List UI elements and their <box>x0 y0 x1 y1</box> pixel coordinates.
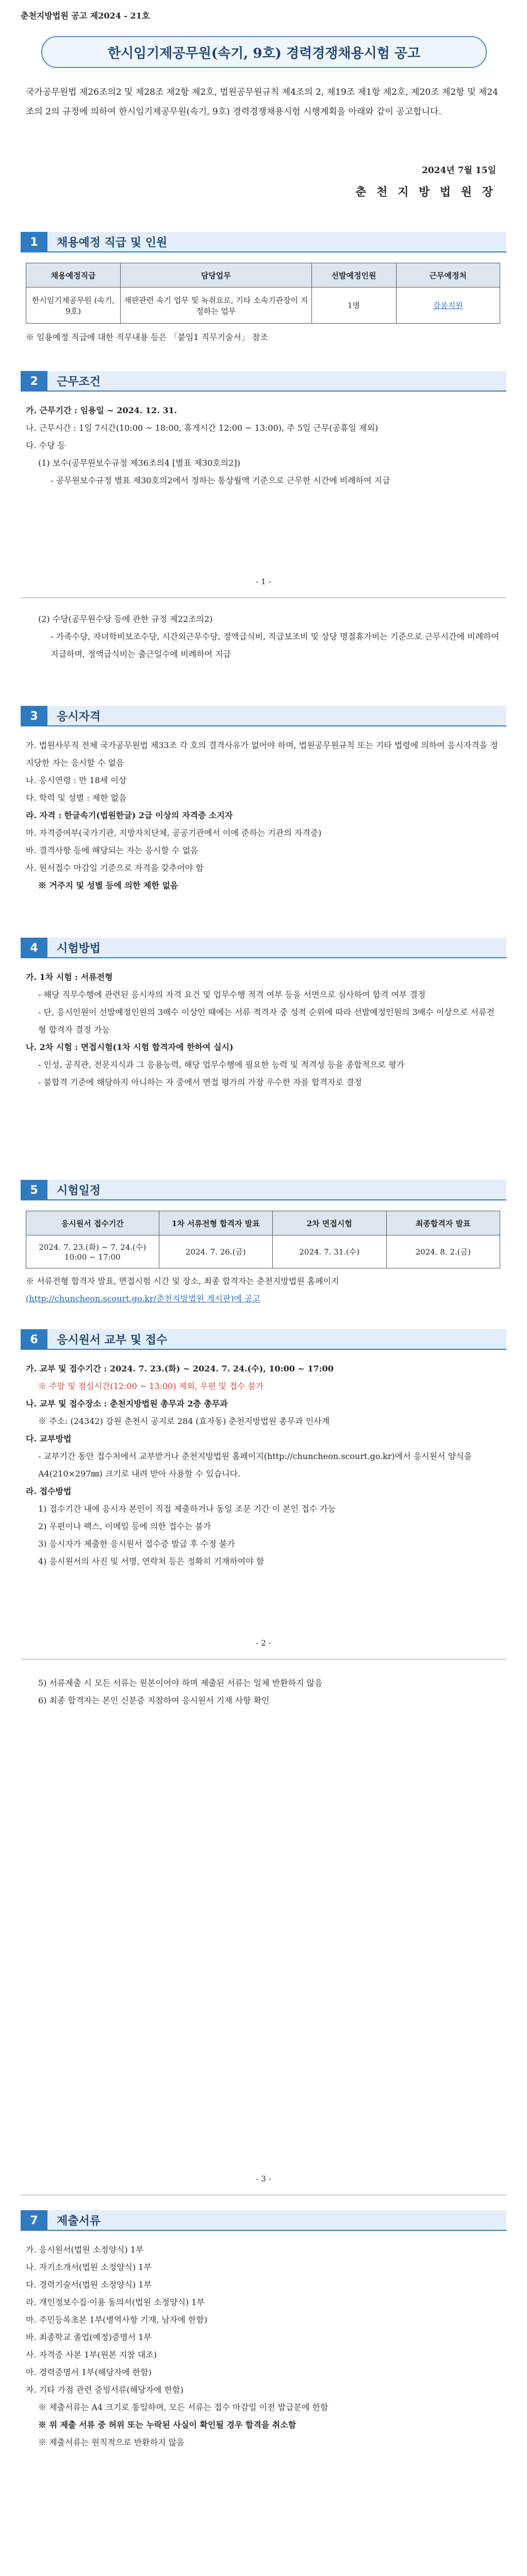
paragraph: 가. 법원사무직 전체 국가공무원법 제33조 각 호의 결격사유가 없어야 하며, 법원공무원규칙 또는 기타 법령에 의하여 응시자격을 정지당한 자는 응시할 수 없음 <box>26 740 498 768</box>
paragraph: 아. 경력증명서 1부(해당자에 한함) <box>26 2367 152 2377</box>
paragraph: - 해당 직무수행에 관련된 응시자의 자격 요건 및 업무수행 적격 여부 등을 서면으로 심사하여 합격 여부 결정 <box>38 990 426 999</box>
section-2-header <box>21 371 506 392</box>
paragraph: 2) 우편이나 팩스, 이메일 등에 의한 접수는 불가 <box>38 1521 211 1531</box>
paragraph: 가. 교부 및 접수기간 : 2024. 7. 23.(화) ~ 2024. 7. 24.(수), 10:00 ~ 17:00 <box>26 1364 334 1374</box>
table-cell: 2024. 8. 2.(금) <box>386 1235 500 1268</box>
paragraph: ※ 주소: (24342) 강원 춘천시 공지로 284 (효자동) 춘천지방법원 총무과 인사계 <box>38 1416 330 1426</box>
paragraph: 라. 개인정보수집·이용 동의서(법원 소정양식) 1부 <box>26 2297 205 2307</box>
paragraph: 라. 자격 : 한글속기(법원한글) 2급 이상의 자격증 소지자 <box>26 810 233 820</box>
page-number: - 2 - <box>256 1638 271 1648</box>
paragraph: 가. 응시원서(법원 소정양식) 1부 <box>26 2245 144 2255</box>
exam-method <box>26 969 500 1091</box>
section-title: 근무조건 <box>47 371 506 392</box>
paragraph: 나. 자기소개서(법원 소정양식) 1부 <box>26 2262 152 2272</box>
table-cell: 한시임기제공무원 (속기, 9호) <box>26 287 121 324</box>
table-cell: 2024. 7. 23.(화) ~ 7. 24.(수) 10:00 ~ 17:00 <box>26 1235 159 1268</box>
paragraph: ※ 위 제출 서류 중 허위 또는 누락된 사실이 확인될 경우 합격을 취소함 <box>38 2420 297 2430</box>
paragraph: - 불합격 기준에 해당하지 아니하는 자 중에서 면접 평가의 가장 우수한 자를 합격자로 결정 <box>38 1077 362 1087</box>
section-6-header <box>21 1329 506 1350</box>
paragraph: 4) 응시원서의 사진 및 서명, 연락처 등은 정확히 기재하여야 함 <box>38 1556 265 1566</box>
table-header: 채용예정직급 <box>26 263 121 287</box>
paragraph: 1) 접수기간 내에 응시자 본인이 직접 제출하거나 동일 조문 기간 이 본인 접수 가능 <box>38 1504 336 1514</box>
page-number: - 1 - <box>256 577 271 586</box>
table-header: 담당업무 <box>121 263 312 287</box>
paragraph: 라. 접수방법 <box>26 1486 72 1496</box>
section-title: 시험일정 <box>47 1180 506 1200</box>
paragraph: ※ 제출서류는 원칙적으로 반환하지 않음 <box>38 2437 185 2447</box>
section-number: 6 <box>21 1329 47 1350</box>
paragraph: 바. 최종학교 졸업(예정)증명서 1부 <box>26 2332 152 2342</box>
schedule-note <box>26 1273 500 1308</box>
table-header: 2차 면접시험 <box>273 1211 386 1235</box>
table-header: 응시원서 접수기간 <box>26 1211 159 1235</box>
section-title: 채용예정 직급 및 인원 <box>47 232 506 252</box>
table-header: 1차 서류전형 합격자 발표 <box>159 1211 272 1235</box>
table-cell: 2024. 7. 26.(금) <box>159 1235 272 1268</box>
table-cell: 2024. 7. 31.(수) <box>273 1235 386 1268</box>
notice-date: 2024년 7월 15일 <box>422 165 496 176</box>
work-conditions-allowance <box>26 611 500 663</box>
paragraph: - 가족수당, 자녀학비보조수당, 시간외근무수당, 정액급식비, 직급보조비 및 상당 명절휴가비는 기준으로 근무시간에 비례하여 지급하며, 정액급식비는 출근일수에 비례하여 지급 <box>51 632 499 659</box>
section-title: 제출서류 <box>47 2210 506 2231</box>
homepage-link[interactable]: (http://chuncheon.scourt.go.kr/춘천지방법원 게시판)에 공고 <box>26 1294 261 1303</box>
table-header: 최종합격자 발표 <box>386 1211 500 1235</box>
section-title: 응시원서 교부 및 접수 <box>47 1329 506 1350</box>
paragraph: 사. 원서접수 마감일 기준으로 자격을 갖추어야 함 <box>26 863 204 873</box>
section-number: 7 <box>21 2210 47 2231</box>
intro-text: 국가공무원법 제26조의2 및 제28조 제2항 제2호, 법원공무원규칙 제4조의 2, 제19조 제1항 제2호, 제20조 제2항 및 제24조의 2의 규정에 의하여 한시임기제공무원(속기, 9호) 경력경쟁채용시험 시행계획을 아래와 같이 공고합니다. <box>26 87 498 117</box>
paragraph: - 인성, 공직관, 전문지식과 그 응용능력, 해당 업무수행에 필요한 능력 및 적격성 등을 종합적으로 평가 <box>38 1060 405 1070</box>
paragraph: ※ 거주지 및 성별 등에 의한 제한 없음 <box>38 880 178 890</box>
paragraph: 나. 2차 시험 : 면접시험(1차 시험 합격자에 한하여 실시) <box>26 1042 234 1052</box>
section-number: 5 <box>21 1180 47 1200</box>
application-info <box>26 1360 500 1570</box>
required-documents <box>26 2241 500 2451</box>
paragraph: 6) 최종 합격자는 본인 신분증 지참하여 응시원서 기재 사항 확인 <box>38 1696 270 1705</box>
paragraph: 3) 응시자가 제출한 응시원서 접수증 발급 후 수정 불가 <box>38 1539 235 1549</box>
notice-title: 한시임기제공무원(속기, 9호) 경력경쟁채용시험 공고 <box>41 36 487 68</box>
paragraph: 마. 자격증여부(국가기관, 지방자치단체, 공공기관에서 이에 준하는 기관의 자격증) <box>26 828 322 838</box>
section-5-header <box>21 1180 506 1200</box>
table-note: ※ 임용예정 직급에 대한 직무내용 등은 「붙임1 직무기술서」 참조 <box>26 332 268 342</box>
table-cell: 강릉지원 <box>396 287 500 324</box>
paragraph: 나. 응시연령 : 만 18세 이상 <box>26 775 127 785</box>
paragraph: 마. 주민등록초본 1부(병역사항 기재, 남자에 한함) <box>26 2315 207 2325</box>
paragraph: - 단, 응시인원이 선발예정인원의 3배수 이상인 때에는 서류 적격자 중 성적 순위에 따라 선발예정인원의 3배수 이상으로 서류전형 합격자 결정 가능 <box>38 1007 495 1035</box>
section-title: 응시자격 <box>47 706 506 726</box>
paragraph: 나. 근무시간 : 1일 7시간(10:00 ~ 18:00, 휴게시간 12:00 ~ 13:00), 주 5일 근무(공휴일 제외) <box>26 423 378 433</box>
paragraph: 다. 수당 등 <box>26 440 66 450</box>
paragraph: (1) 보수(공무원보수규정 제36조의4 [별표 제30호의2]) <box>38 458 240 468</box>
section-number: 1 <box>21 232 47 252</box>
paragraph: 자. 기타 가점 관련 증빙서류(해당자에 한함) <box>26 2385 184 2395</box>
schedule-table <box>26 1211 500 1268</box>
section-3-header <box>21 706 506 726</box>
court-name: 춘 천 지 방 법 원 장 <box>355 185 496 199</box>
table-cell: 재판관련 속기 업무 및 녹취요로, 기타 소속기관장이 지정하는 업무 <box>121 287 312 324</box>
section-1-header <box>21 232 506 252</box>
section-number: 4 <box>21 938 47 958</box>
paragraph: 가. 근무기간 : 임용일 ~ 2024. 12. 31. <box>26 405 177 415</box>
paragraph: (2) 수당(공무원수당 등에 관한 규정 제22조의2) <box>38 614 213 624</box>
paragraph: - 공무원보수규정 별표 제30호의2에서 정하는 통상월액 기준으로 근무한 시간에 비례하여 지급 <box>51 476 390 485</box>
paragraph: 가. 1차 시험 : 서류전형 <box>26 972 113 982</box>
section-number: 3 <box>21 706 47 726</box>
position-table <box>26 263 500 324</box>
section-number: 2 <box>21 371 47 392</box>
paragraph: 다. 경력기술서(법원 소정양식) 1부 <box>26 2280 152 2290</box>
table-cell: 1명 <box>311 287 396 324</box>
section-title: 시험방법 <box>47 938 506 958</box>
paragraph: ※ 주말 및 점심시간(12:00 ~ 13:00) 제외, 우편 및 접수 불가 <box>38 1381 264 1391</box>
table-header: 선발예정인원 <box>311 263 396 287</box>
paragraph: 다. 학력 및 성별 : 제한 없음 <box>26 793 127 803</box>
section-7-header <box>21 2210 506 2231</box>
paragraph: 다. 교부방법 <box>26 1434 72 1444</box>
work-conditions <box>26 402 500 489</box>
paragraph: 나. 교부 및 접수장소 : 춘천지방법원 총무과 2층 총무과 <box>26 1399 228 1409</box>
notice-number: 춘천지방법원 공고 제2024 - 21호 <box>21 11 150 21</box>
section-4-header <box>21 938 506 958</box>
paragraph: 바. 결격사항 등에 해당되는 자는 응시할 수 없음 <box>26 845 199 855</box>
qualifications <box>26 737 500 894</box>
page-number: - 3 - <box>256 2174 271 2183</box>
paragraph: ※ 서류전형 합격자 발표, 면접시험 시간 및 장소, 최종 합격자는 춘천지방법원 홈페이지 <box>26 1276 339 1286</box>
application-info-cont <box>26 1674 500 1709</box>
paragraph: ※ 제출서류는 A4 크기로 통일하며, 모든 서류는 접수 마감일 이전 발급분에 한함 <box>38 2402 328 2412</box>
paragraph: 5) 서류제출 시 모든 서류는 원본이어야 하며 제출된 서류는 일체 반환하지 않음 <box>38 1678 323 1688</box>
table-header: 근무예정처 <box>396 263 500 287</box>
paragraph: 사. 자격증 사본 1부(원본 지참 대조) <box>26 2350 157 2360</box>
paragraph: - 교부기간 동안 접수처에서 교부받거나 춘천지방법원 홈페이지(http://chuncheon.scourt.go.kr)에서 응시원서 양식을 A4(210×297㎜) 크기로 내려 받아 사용할 수 있습니다. <box>38 1451 472 1479</box>
